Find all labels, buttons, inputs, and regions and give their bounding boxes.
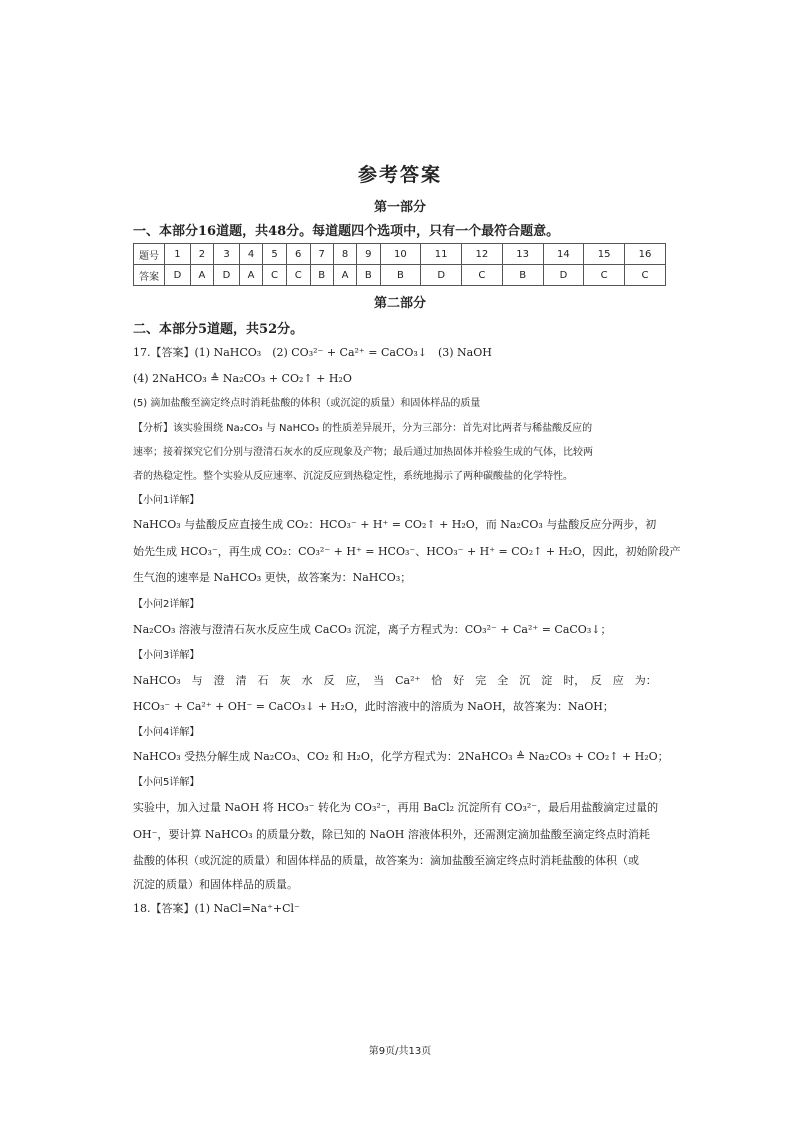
- table-cell: 8: [333, 244, 356, 265]
- explanation-line: HCO₃⁻ + Ca²⁺ + OH⁻ = CaCO₃↓ + H₂O，此时溶液中的溶质为 NaOH，故答案为：NaOH；: [133, 700, 614, 713]
- table-cell: 4: [239, 244, 262, 265]
- table-cell: 5: [263, 244, 287, 265]
- part-one-heading: 第一部分: [373, 200, 426, 215]
- table-row-label: 答案: [134, 265, 165, 286]
- explanation-line: 始先生成 HCO₃⁻，再生成 CO₂：CO₃²⁻ + H⁺ = HCO₃⁻、HCO₃⁻ + H⁺ = CO₂↑ + H₂O，因此，初始阶段产: [133, 545, 681, 558]
- subquestion-heading: 【小问3详解】: [133, 650, 200, 661]
- q18-answer-line-1: 18.【答案】(1) NaCl=Na⁺+Cl⁻: [133, 902, 300, 915]
- subquestion-heading: 【小问5详解】: [133, 777, 200, 788]
- part-two-heading: 第二部分: [373, 296, 426, 311]
- explanation-line: 沉淀的质量）和固体样品的质量。: [133, 878, 298, 891]
- section-one-heading: 一、本部分16道题，共48分。每道题四个选项中，只有一个最符合题意。: [133, 224, 560, 239]
- table-cell: 10: [380, 244, 421, 265]
- table-cell: A: [333, 265, 356, 286]
- q17-answer-line-2: (4) 2NaHCO₃ ≜ Na₂CO₃ + CO₂↑ + H₂O: [133, 372, 352, 385]
- q17-answer-line-1: 17.【答案】(1) NaHCO₃ (2) CO₃²⁻ + Ca²⁺ = CaCO₃↓ (3) NaOH: [133, 346, 492, 359]
- page-number: 第9页/共13页: [368, 1046, 432, 1057]
- table-cell: 14: [543, 244, 584, 265]
- table-cell: 15: [584, 244, 625, 265]
- table-cell: A: [239, 265, 262, 286]
- table-cell: C: [584, 265, 625, 286]
- table-cell: 7: [310, 244, 333, 265]
- table-cell: B: [502, 265, 543, 286]
- explanation-line: 生气泡的速率是 NaHCO₃ 更快，故答案为：NaHCO₃；: [133, 571, 412, 584]
- subquestion-heading: 【小问4详解】: [133, 727, 200, 738]
- table-cell: D: [214, 265, 240, 286]
- table-cell: 2: [190, 244, 213, 265]
- explanation-line: 盐酸的体积（或沉淀的质量）和固体样品的质量，故答案为：滴加盐酸至滴定终点时消耗盐酸的体积（或: [133, 854, 639, 867]
- table-cell: 9: [357, 244, 380, 265]
- table-cell: 16: [625, 244, 666, 265]
- table-cell: C: [462, 265, 503, 286]
- table-row: [134, 244, 666, 265]
- explanation-line: NaHCO₃ 受热分解生成 Na₂CO₃、CO₂ 和 H₂O，化学方程式为：2NaHCO₃ ≜ Na₂CO₃ + CO₂↑ + H₂O；: [133, 750, 669, 763]
- table-cell: C: [263, 265, 287, 286]
- table-cell: A: [190, 265, 213, 286]
- page-title: 参考答案: [357, 164, 442, 186]
- explanation-line: NaHCO₃ 与盐酸反应直接生成 CO₂：HCO₃⁻ + H⁺ = CO₂↑ + H₂O，而 Na₂CO₃ 与盐酸反应分两步，初: [133, 518, 657, 531]
- table-cell: B: [310, 265, 333, 286]
- table-cell: 12: [462, 244, 503, 265]
- subquestion-heading: 【小问1详解】: [133, 495, 200, 506]
- table-cell: D: [543, 265, 584, 286]
- analysis-line: 速率；接着探究它们分别与澄清石灰水的反应现象及产物；最后通过加热固体并检验生成的气体，比较两: [133, 447, 593, 458]
- table-cell: 1: [165, 244, 191, 265]
- table-cell: 13: [502, 244, 543, 265]
- explanation-line: OH⁻，要计算 NaHCO₃ 的质量分数，除已知的 NaOH 溶液体积外，还需测定滴加盐酸至滴定终点时消耗: [133, 828, 650, 841]
- table-cell: 11: [421, 244, 462, 265]
- explanation-line: 实验中，加入过量 NaOH 将 HCO₃⁻ 转化为 CO₃²⁻，再用 BaCl₂ 沉淀所有 CO₃²⁻，最后用盐酸滴定过量的: [133, 801, 659, 814]
- table-cell: B: [380, 265, 421, 286]
- analysis-line: 者的热稳定性。整个实验从反应速率、沉淀反应到热稳定性，系统地揭示了两种碳酸盐的化学特性。: [133, 471, 573, 482]
- table-cell: B: [357, 265, 380, 286]
- answer-table: [133, 243, 666, 286]
- explanation-line: NaHCO₃ 与 澄 清 石 灰 水 反 应， 当 Ca²⁺ 恰 好 完 全 沉 淀 时， 反 应 为：: [133, 674, 657, 687]
- explanation-line: Na₂CO₃ 溶液与澄清石灰水反应生成 CaCO₃ 沉淀，离子方程式为：CO₃²⁻ + Ca²⁺ = CaCO₃↓；: [133, 623, 612, 636]
- table-cell: C: [286, 265, 310, 286]
- analysis-line: 【分析】该实验围绕 Na₂CO₃ 与 NaHCO₃ 的性质差异展开，分为三部分：首先对比两者与稀盐酸反应的: [133, 423, 593, 434]
- table-cell: 6: [286, 244, 310, 265]
- table-row-label: 题号: [134, 244, 165, 265]
- section-two-heading: 二、本部分5道题，共52分。: [133, 322, 304, 337]
- subquestion-heading: 【小问2详解】: [133, 599, 200, 610]
- table-cell: D: [165, 265, 191, 286]
- table-cell: D: [421, 265, 462, 286]
- q17-answer-line-3: (5) 滴加盐酸至滴定终点时消耗盐酸的体积（或沉淀的质量）和固体样品的质量: [133, 398, 481, 409]
- table-cell: 3: [214, 244, 240, 265]
- table-row: [134, 265, 666, 286]
- table-cell: C: [625, 265, 666, 286]
